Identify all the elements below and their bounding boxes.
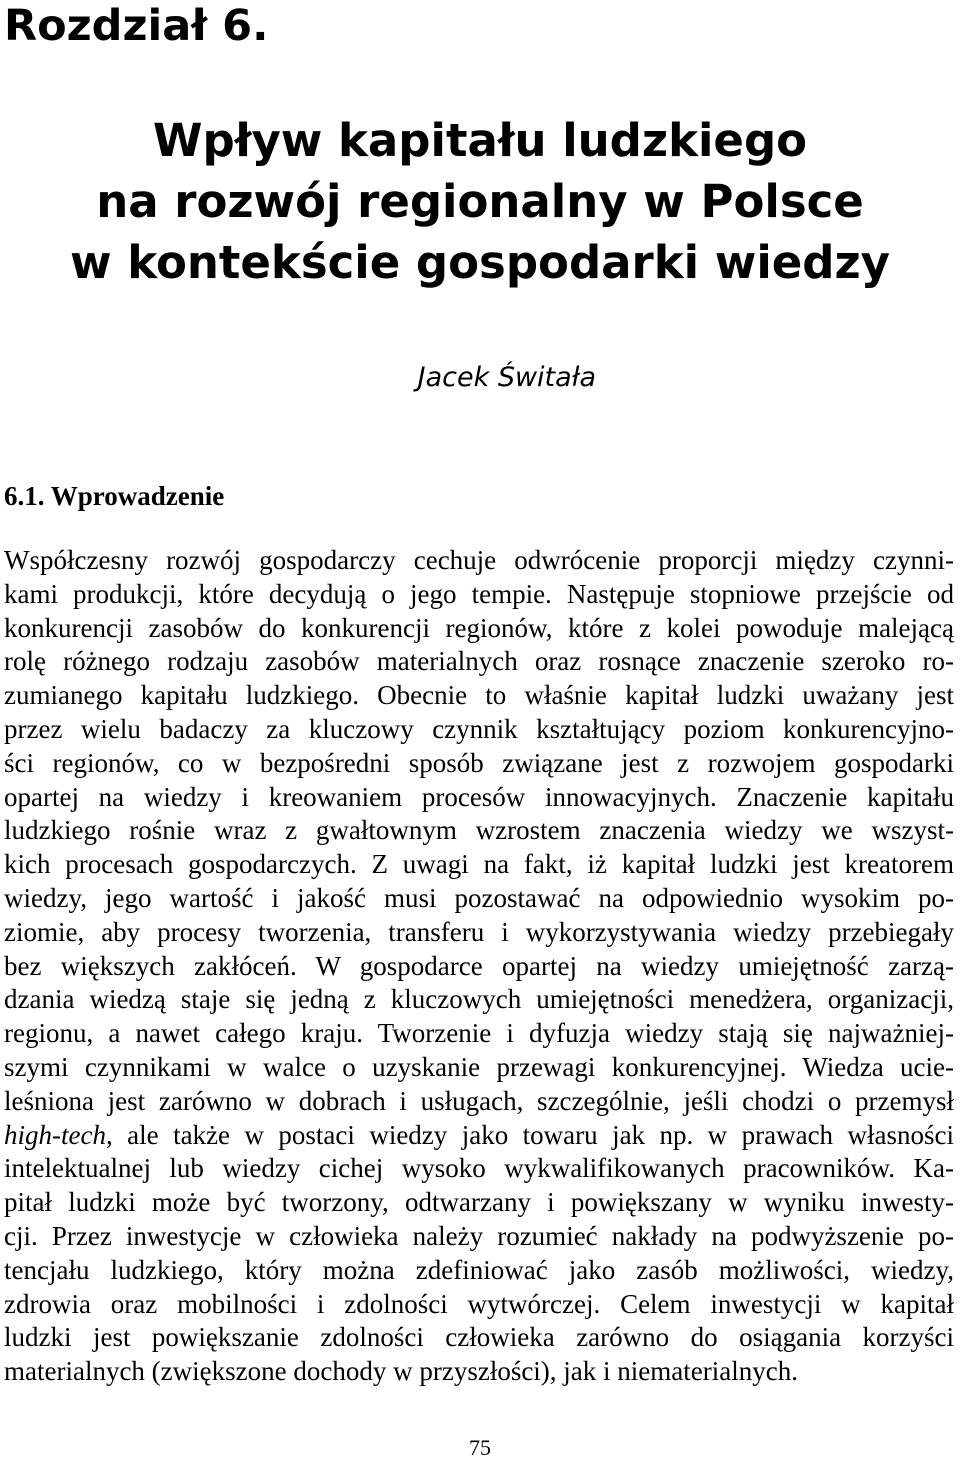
body-line: high-tech, ale także w postaci wiedzy jako towaru jak np. w prawach własności xyxy=(4,1119,954,1150)
body-line: zdrowia oraz mobilności i zdolności wytwórczej. Celem inwestycji w kapitał xyxy=(4,1288,954,1319)
body-line: ziomie, aby procesy tworzenia, transferu i wykorzystywania wiedzy przebiegały xyxy=(4,916,954,947)
body-line: rolę różnego rodzaju zasobów materialnych oraz rosnące znaczenie szeroko ro- xyxy=(4,646,954,677)
author-name: Jacek Świtała xyxy=(417,362,596,393)
body-line: tencjału ludzkiego, który można zdefiniować jako zasób możliwości, wiedzy, xyxy=(4,1254,954,1285)
body-line: zumianego kapitału ludzkiego. Obecnie to właśnie kapitał ludzki uważany jest xyxy=(4,680,954,711)
body-line: regionu, a nawet całego kraju. Tworzenie i dyfuzja wiedzy stają się najważniej- xyxy=(4,1018,954,1049)
body-line: opartej na wiedzy i kreowaniem procesów innowacyjnych. Znaczenie kapitału xyxy=(4,781,954,812)
section-heading: 6.1. Wprowadzenie xyxy=(4,481,225,511)
body-line: ści regionów, co w bezpośredni sposób związane jest z rozwojem gospodarki xyxy=(4,747,954,778)
page-number: 75 xyxy=(469,1435,491,1460)
body-line: pitał ludzki może być tworzony, odtwarzany i powiększany w wyniku inwesty- xyxy=(4,1187,954,1218)
italic-term: high-tech xyxy=(4,1119,106,1150)
body-line: intelektualnej lub wiedzy cichej wysoko wykwalifikowanych pracowników. Ka- xyxy=(4,1153,954,1184)
body-line: cji. Przez inwestycje w człowieka należy rozumieć nakłady na podwyższenie po- xyxy=(4,1220,954,1251)
body-line: konkurencji zasobów do konkurencji regionów, które z kolei powoduje malejącą xyxy=(4,612,954,643)
chapter-title-line: w kontekście gospodarki wiedzy xyxy=(69,236,891,289)
body-line: Współczesny rozwój gospodarczy cechuje odwrócenie proporcji między czynni- xyxy=(4,545,954,575)
body-line: przez wielu badaczy za kluczowy czynnik kształtujący poziom konkurencyjno- xyxy=(4,713,954,744)
body-line: materialnych (zwiększone dochody w przyszłości), jak i niematerialnych. xyxy=(4,1356,798,1387)
chapter-title-line: Wpływ kapitału ludzkiego xyxy=(152,114,808,167)
chapter-title xyxy=(0,110,960,293)
body-line: ludzki jest powiększanie zdolności człowieka zarówno do osiągania korzyści xyxy=(4,1322,954,1353)
body-line: szymi czynnikami w walce o uzyskanie przewagi konkurencyjnej. Wiedza ucie- xyxy=(4,1051,954,1082)
body-line: bez większych zakłóceń. W gospodarce opartej na wiedzy umiejętność zarzą- xyxy=(4,950,954,981)
chapter-label: Rozdział 6. xyxy=(4,1,269,51)
body-line: leśniona jest zarówno w dobrach i usługach, szczególnie, jeśli chodzi o przemysł xyxy=(4,1085,954,1116)
body-paragraph xyxy=(4,544,954,1389)
body-line: dzania wiedzą staje się jedną z kluczowych umiejętności menedżera, organizacji, xyxy=(4,984,954,1015)
body-line: kami produkcji, które decydują o jego tempie. Następuje stopniowe przejście od xyxy=(4,578,954,609)
body-line: kich procesach gospodarczych. Z uwagi na fakt, iż kapitał ludzki jest kreatorem xyxy=(4,849,954,880)
chapter-title-line: na rozwój regionalny w Polsce xyxy=(96,175,864,228)
body-line: ludzkiego rośnie wraz z gwałtownym wzrostem znaczenia wiedzy we wszyst- xyxy=(4,815,954,846)
body-line: wiedzy, jego wartość i jakość musi pozostawać na odpowiednio wysokim po- xyxy=(4,882,954,913)
